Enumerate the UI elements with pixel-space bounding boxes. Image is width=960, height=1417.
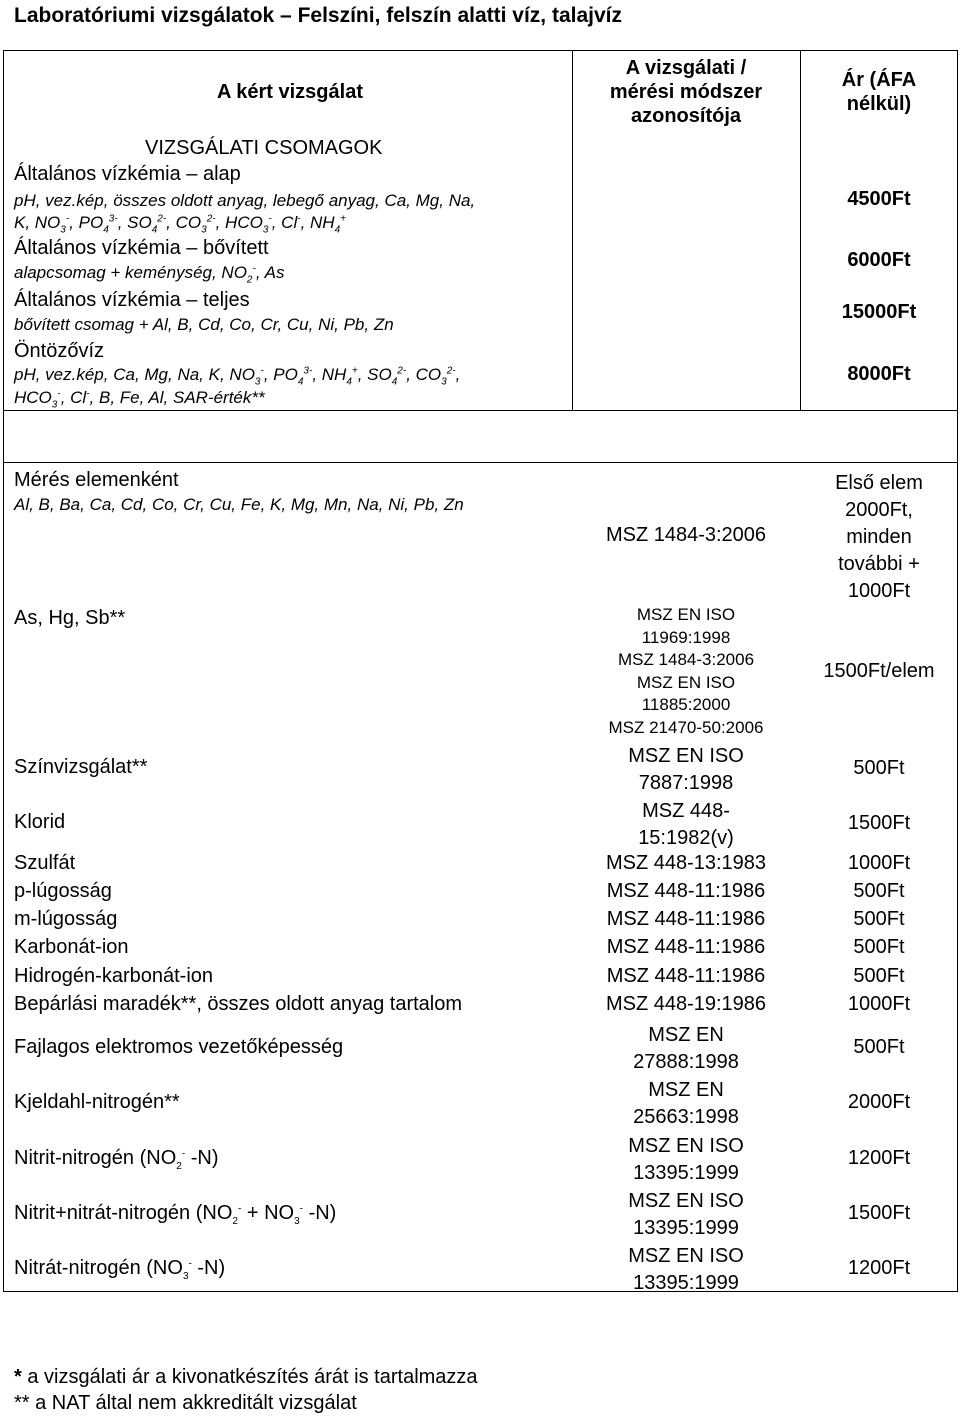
package-full-line1: bővített csomag + Al, B, Cd, Co, Cr, Cu, Ni, Pb, Zn — [14, 315, 394, 334]
package-irrigation-price: 8000Ft — [847, 363, 911, 385]
row-method: MSZ 448-13:1983 — [605, 852, 767, 874]
row-method: MSZ 448-19:1986 — [605, 993, 767, 1015]
row-method: MSZ EN 27888:1998 — [633, 1024, 739, 1073]
row-name: Színvizsgálat** — [14, 756, 148, 778]
heavy-metals-name: As, Hg, Sb** — [14, 607, 126, 629]
package-irrigation-title: Öntözővíz — [14, 340, 105, 362]
heavy-metals-method: MSZ EN ISO 11969:1998 MSZ 1484-3:2006 MSZ EN ISO 11885:2000 MSZ 21470-50:2006 — [608, 605, 764, 737]
row-name: Fajlagos elektromos vezetőképesség — [14, 1036, 344, 1058]
nitrite-nitrogen-method: MSZ EN ISO 13395:1999 — [628, 1135, 744, 1184]
package-extended-price: 6000Ft — [847, 249, 911, 271]
package-basic-price: 4500Ft — [847, 188, 911, 210]
row-price: 1000Ft — [847, 993, 911, 1015]
packages-heading: VIZSGÁLATI CSOMAGOK — [145, 137, 383, 159]
row-price: 500Ft — [853, 908, 905, 930]
elements-price: Első elem 2000Ft, minden további + 1000Ft — [835, 472, 923, 602]
row-name: Karbonát-ion — [14, 936, 129, 958]
row-name: m-lúgosság — [14, 908, 118, 930]
nitrite-nitrate-nitrogen-method: MSZ EN ISO 13395:1999 — [628, 1190, 744, 1239]
row-method: MSZ 448-11:1986 — [606, 908, 766, 930]
row-price: 500Ft — [853, 965, 905, 987]
package-extended-title: Általános vízkémia – bővített — [14, 237, 269, 259]
row-name: Kjeldahl-nitrogén** — [14, 1091, 180, 1113]
nitrite-nitrogen-price: 1200Ft — [847, 1147, 911, 1169]
footnote-double-star: ** a NAT által nem akkreditált vizsgálat — [14, 1392, 357, 1414]
row-method: MSZ EN 25663:1998 — [633, 1079, 739, 1128]
row-price: 1500Ft — [847, 812, 911, 834]
heavy-metals-price: 1500Ft/elem — [823, 660, 935, 682]
row-price: 2000Ft — [847, 1091, 911, 1113]
nitrate-nitrogen-method: MSZ EN ISO 13395:1999 — [628, 1245, 744, 1294]
row-divider — [3, 410, 958, 411]
nitrite-nitrate-nitrogen-name: Nitrit+nitrát-nitrogén ($NO_2^- + NO_3^-$ -N) — [14, 1202, 337, 1227]
row-method: MSZ 448-11:1986 — [606, 936, 766, 958]
footnote-single-star: * a vizsgálati ár a kivonatkészítés árát is tartalmazza — [14, 1366, 478, 1388]
package-basic-line1: pH, vez.kép, összes oldott anyag, lebegő anyag, Ca, Mg, Na, — [14, 191, 476, 210]
row-name: Klorid — [14, 811, 66, 833]
package-irrigation-line1: pH, vez.kép, Ca, Mg, Na, K, $NO_3^-$, $PO_4^{3-}$, $NH_4^+$, $SO_4^{2-}$, $CO_3^{2-}$, — [14, 365, 461, 388]
package-full-price: 15000Ft — [841, 301, 917, 323]
row-name: Szulfát — [14, 852, 76, 874]
elements-method: MSZ 1484-3:2006 — [605, 524, 767, 546]
row-name: Hidrogén-karbonát-ion — [14, 965, 214, 987]
elements-list: Al, B, Ba, Ca, Cd, Co, Cr, Cu, Fe, K, Mg, Mn, Na, Ni, Pb, Zn — [14, 495, 464, 514]
nitrite-nitrogen-name: Nitrit-nitrogén ($NO_2^-$ -N) — [14, 1147, 219, 1172]
row-method: MSZ EN ISO 7887:1998 — [628, 745, 744, 794]
row-method: MSZ 448-11:1986 — [606, 965, 766, 987]
row-name: p-lúgosság — [14, 880, 112, 902]
package-basic-title: Általános vízkémia – alap — [14, 163, 241, 185]
nitrate-nitrogen-price: 1200Ft — [847, 1257, 911, 1279]
header-method: A vizsgálati / mérési módszer azonosítója — [609, 57, 763, 127]
header-price: Ár (ÁFA nélkül) — [841, 69, 917, 115]
package-full-title: Általános vízkémia – teljes — [14, 289, 250, 311]
row-price: 500Ft — [853, 936, 905, 958]
row-divider — [3, 462, 958, 463]
row-name: Bepárlási maradék**, összes oldott anyag tartalom — [14, 993, 463, 1015]
row-price: 500Ft — [853, 757, 905, 779]
row-price: 500Ft — [853, 1036, 905, 1058]
header-test: A kért vizsgálat — [217, 81, 363, 103]
package-extended-line1: alapcsomag + keménység, $NO_2^-$, As — [14, 263, 285, 286]
row-price: 1000Ft — [847, 852, 911, 874]
row-method: MSZ 448-11:1986 — [606, 880, 766, 902]
elements-title: Mérés elemenként — [14, 469, 179, 491]
page-title: Laboratóriumi vizsgálatok – Felszíni, felszín alatti víz, talajvíz — [14, 4, 623, 27]
package-basic-line2: K, $NO_3^-$, $PO_4^{3-}$, $SO_4^{2-}$, $CO_3^{2-}$, $HCO_3^-$, Cl-, $NH_4^+$ — [14, 213, 346, 236]
nitrate-nitrogen-name: Nitrát-nitrogén ($NO_3^-$ -N) — [14, 1257, 226, 1282]
package-irrigation-line2: $HCO_3^-$, Cl-, B, Fe, Al, SAR-érték** — [14, 388, 265, 411]
row-method: MSZ 448- 15:1982(v) — [638, 800, 734, 849]
row-price: 500Ft — [853, 880, 905, 902]
nitrite-nitrate-nitrogen-price: 1500Ft — [847, 1202, 911, 1224]
